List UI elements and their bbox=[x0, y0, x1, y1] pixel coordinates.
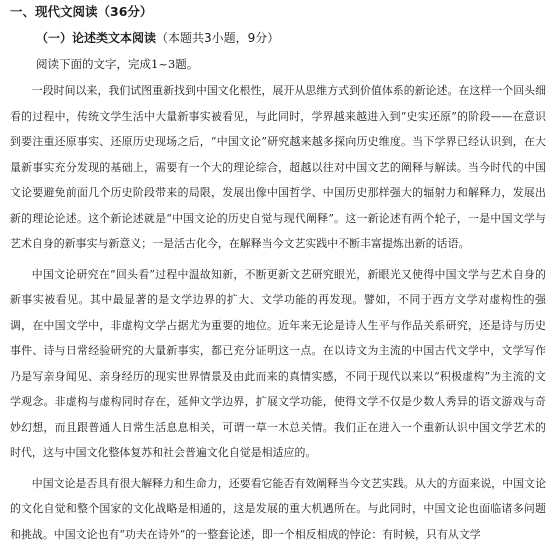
section-title: 一、现代文阅读（36分） bbox=[10, 2, 546, 22]
subsection-heading bbox=[36, 28, 546, 48]
subsection-label: （一）论述类文本阅读 bbox=[36, 31, 156, 45]
paragraph: 中国文论研究在“回头看”过程中温故知新，不断更新文艺研究眼光，新眼光又使得中国文学与艺术自身的新事实被看见。其中最显著的是文学边界的扩大、文学功能的再发现。譬如，不同于西方文学对虚构性的强调，在中国文学中，非虚构文学占据尤为重要的地位。近年来无论是诗人生平与作品关系研究，还是诗与历史事件、诗与日常经验研究的大量新事实，都已充分证明这一点。在以诗文为主流的中国古代文学中，文学写作乃是写亲身闻见、亲身经历的现实世界情景及由此而来的真情实感，不同于现代以来以“积极虚构”为主流的文学观念。非虚构与虚构同时存在，延伸文学边界，扩展文学功能，使得文学不仅是少数人秀异的语文游戏与奇妙幻想，而且跟普通人日常生活息息相关，可谓一草一木总关情。我们正在进入一个重新认识中国文学艺术的时代，这与中国文化整体复苏和社会普遍文化自觉是相适应的。 bbox=[10, 262, 546, 466]
paragraph: 一段时间以来，我们试图重新找到中国文化根性，展开从思维方式到价值体系的新论述。在这样一个回头细看的过程中，传统文学生活中大量新事实被看见，与此同时，学界越来越进入到“史实还原”的阶段——在意识到要注重还原事实、还原历史现场之后，“中国文论”研究越来越多探向历史维度。当下学界已经认识到，在大量新事实充分发现的基础上，需要有一个大的理论综合，超越以往对中国文艺的阐释与解读。当今时代的中国文论要避免前面几个历史阶段带来的局限，发展出像中国哲学、中国历史那样强大的辐射力和解释力，发展出新的理论论述。这个新论述就是“中国文论的历史自觉与现代阐释”。这一新论述有两个轮子，一是中国文学与艺术自身的新事实与新意义；一是活古化今，在解释当今文艺实践中不断丰富提炼出新的话语。 bbox=[10, 78, 546, 257]
subsection-note: （本题共3小题，9分） bbox=[156, 31, 279, 45]
reading-instruction: 阅读下面的文字，完成1~3题。 bbox=[36, 54, 546, 74]
paragraph: 中国文论是否具有很大解释力和生命力，还要看它能否有效阐释当今文艺实践。从大的方面来说，中国文论的文化自觉和整个国家的文化战略是相通的，这是发展的重大机遇所在。与此同时，中国文论也面临诸多问题和挑战。中国文论也有“功夫在诗外”的一整套论述，即一个相反相成的悖论：有时候，只有从文学 bbox=[10, 471, 546, 547]
